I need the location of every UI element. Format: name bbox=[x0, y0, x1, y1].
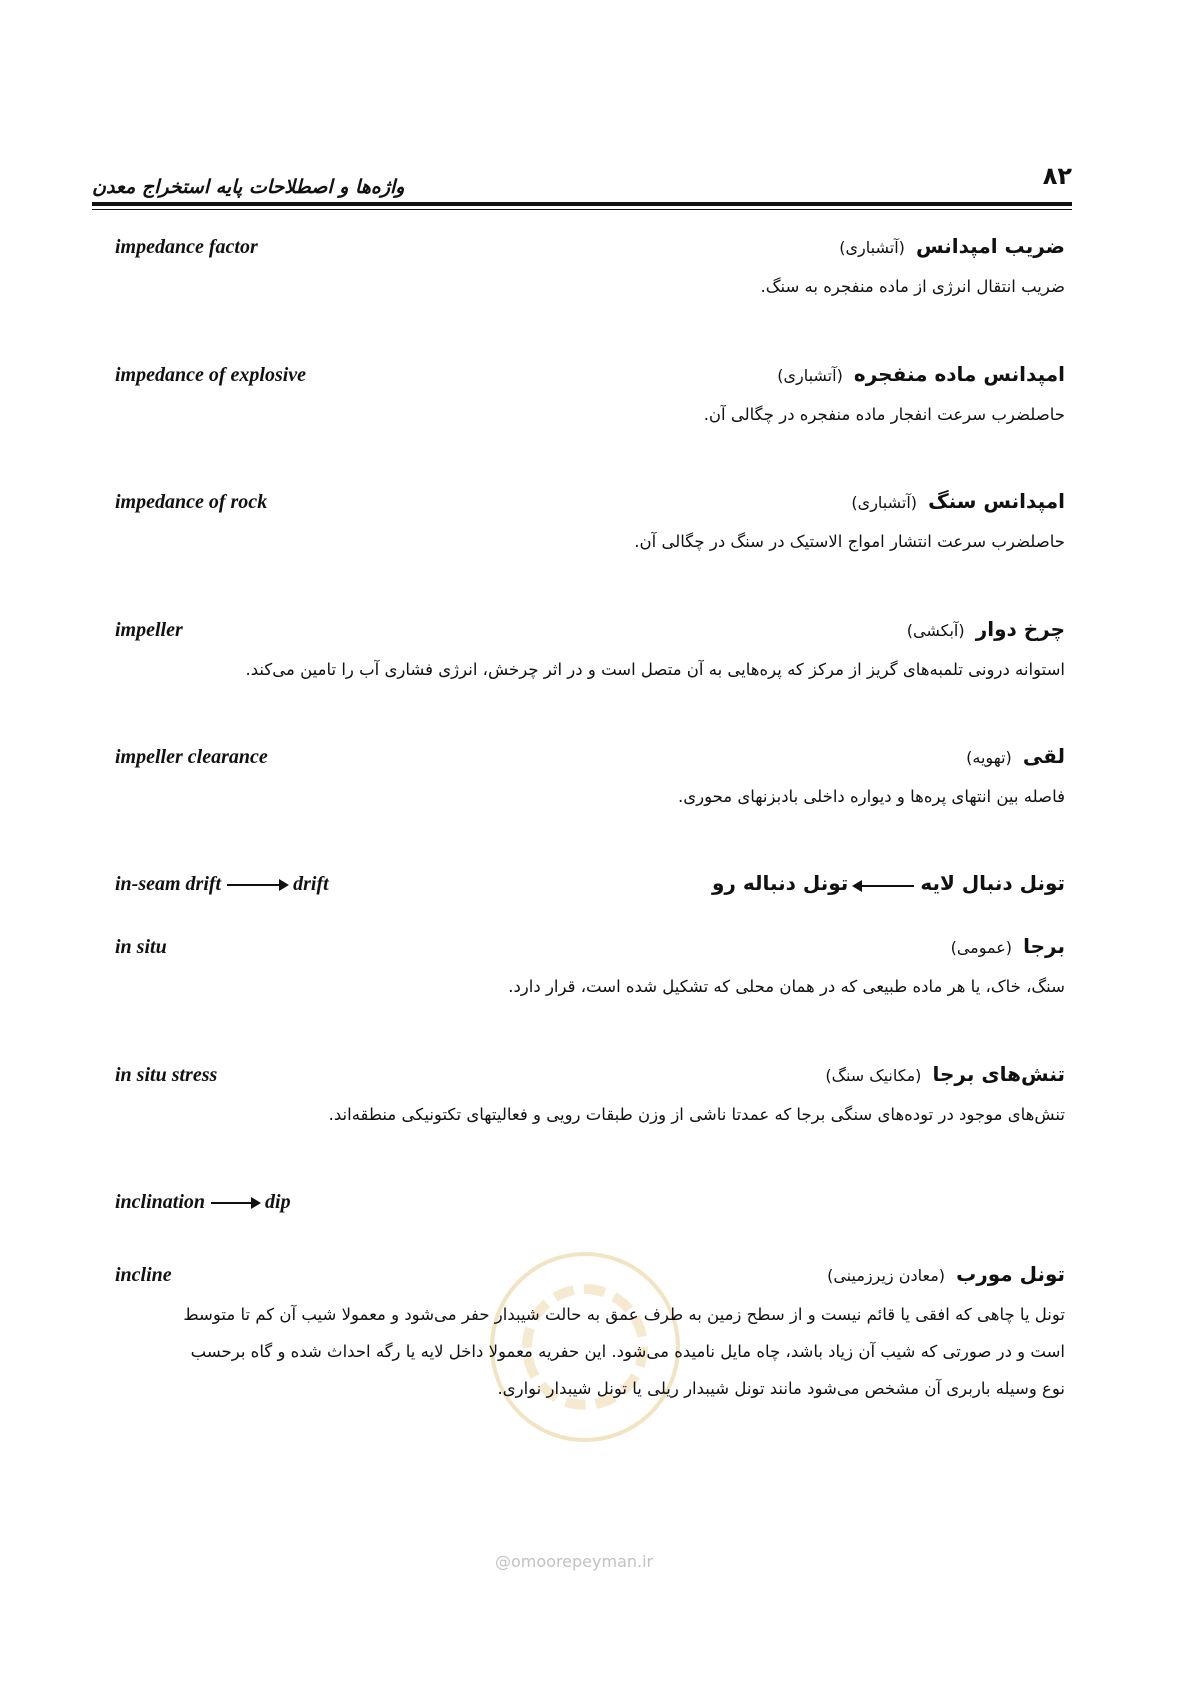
definition-line: حاصلضرب سرعت انتشار امواج الاستیک در سنگ در چگالی آن. bbox=[634, 532, 1065, 551]
header-rule-thin bbox=[92, 209, 1072, 210]
subject-field: (آتشباری) bbox=[851, 493, 918, 512]
persian-term: تونل مورب bbox=[956, 1262, 1065, 1286]
persian-target-term: تونل دنباله رو bbox=[711, 871, 849, 895]
english-target-term: drift bbox=[293, 873, 329, 895]
subject-field: (عمومی) bbox=[950, 938, 1013, 957]
subject-field: (معادن زیرزمینی) bbox=[827, 1266, 945, 1285]
subject-field: (آبکشی) bbox=[906, 621, 965, 640]
english-term: inclination bbox=[115, 1191, 206, 1213]
persian-heading bbox=[777, 362, 1065, 386]
persian-heading bbox=[839, 234, 1065, 258]
english-term: in situ bbox=[115, 936, 167, 958]
subject-field: (تهویه) bbox=[966, 748, 1012, 767]
definition-line: است و در صورتی که شیب آن زیاد باشد، چاه مایل نامیده می‌شود. این حفریه معمولا داخل لایه یا رگه احداث شده و گاه برحسب bbox=[190, 1342, 1065, 1361]
persian-term: لقی bbox=[1022, 744, 1065, 768]
definition-line: حاصلضرب سرعت انفجار ماده منفجره در چگالی آن. bbox=[703, 405, 1065, 424]
persian-term: چرخ دوار bbox=[975, 617, 1065, 641]
persian-heading bbox=[825, 1062, 1065, 1086]
persian-term: تنش‌های برجا bbox=[932, 1062, 1065, 1086]
definition-line: تنش‌های موجود در توده‌های سنگی برجا که عمدتا ناشی از وزن طبقات رویی و فعالیتهای تکتونیکی منطقه‌اند. bbox=[328, 1105, 1065, 1124]
persian-heading bbox=[907, 617, 1065, 641]
english-cross-reference bbox=[115, 873, 329, 896]
english-term: impeller bbox=[115, 619, 183, 641]
right-arrow-icon bbox=[211, 1202, 259, 1204]
english-term: incline bbox=[115, 1264, 172, 1286]
english-term: in situ stress bbox=[115, 1064, 218, 1086]
definition-line: تونل یا چاهی که افقی یا قائم نیست و از سطح زمین به طرف عمق به حالت شیبدار حفر می‌شود و معمولا شیب آن کم تا متوسط bbox=[183, 1305, 1065, 1324]
persian-heading bbox=[951, 934, 1065, 958]
english-term: impedance of explosive bbox=[115, 364, 307, 386]
persian-term: امپدانس ماده منفجره bbox=[853, 362, 1065, 386]
subject-field: (آتشباری) bbox=[839, 238, 905, 257]
right-arrow-icon bbox=[227, 884, 287, 886]
persian-cross-reference bbox=[712, 871, 1065, 895]
subject-field: (آتشباری) bbox=[777, 366, 843, 385]
english-cross-reference bbox=[115, 1191, 291, 1214]
definition-line: استوانه درونی تلمبه‌های گریز از مرکز که پره‌هایی به آن متصل است و در اثر چرخش، انرژی فشاری آب را تامین می‌کند. bbox=[245, 660, 1065, 679]
persian-heading bbox=[851, 489, 1065, 513]
header-rule-thick bbox=[92, 202, 1072, 206]
persian-term: برجا bbox=[1023, 934, 1065, 958]
english-target-term: dip bbox=[265, 1191, 291, 1213]
english-term: impeller clearance bbox=[115, 746, 268, 768]
page-number: ۸۲ bbox=[1042, 162, 1072, 190]
page-header bbox=[92, 158, 1072, 218]
english-term: impedance of rock bbox=[115, 491, 268, 513]
definition-line: فاصله بین انتهای پره‌ها و دیواره داخلی بادبزنهای محوری. bbox=[677, 787, 1065, 806]
running-title: واژه‌ها و اصطلاحات پایه استخراج معدن bbox=[92, 176, 405, 198]
english-term: impedance factor bbox=[115, 236, 258, 258]
definition-line: سنگ، خاک، یا هر ماده طبیعی که در همان محلی که تشکیل شده است، قرار دارد. bbox=[508, 977, 1065, 996]
persian-term: تونل دنبال لایه bbox=[920, 871, 1065, 895]
definition-line: نوع وسیله باربری آن مشخص می‌شود مانند تونل شیبدار ریلی یا تونل شیبدار نواری. bbox=[497, 1379, 1065, 1398]
persian-term: ضریب امپدانس bbox=[915, 234, 1065, 258]
persian-heading bbox=[827, 1262, 1065, 1286]
english-term: in-seam drift bbox=[115, 873, 222, 895]
left-arrow-icon bbox=[854, 885, 914, 887]
definition-line: ضریب انتقال انرژی از ماده منفجره به سنگ. bbox=[760, 277, 1065, 296]
watermark-url: @omoorepeyman.ir bbox=[495, 1552, 654, 1571]
persian-heading bbox=[966, 744, 1065, 768]
persian-term: امپدانس سنگ bbox=[928, 489, 1065, 513]
subject-field: (مکانیک سنگ) bbox=[825, 1066, 922, 1085]
